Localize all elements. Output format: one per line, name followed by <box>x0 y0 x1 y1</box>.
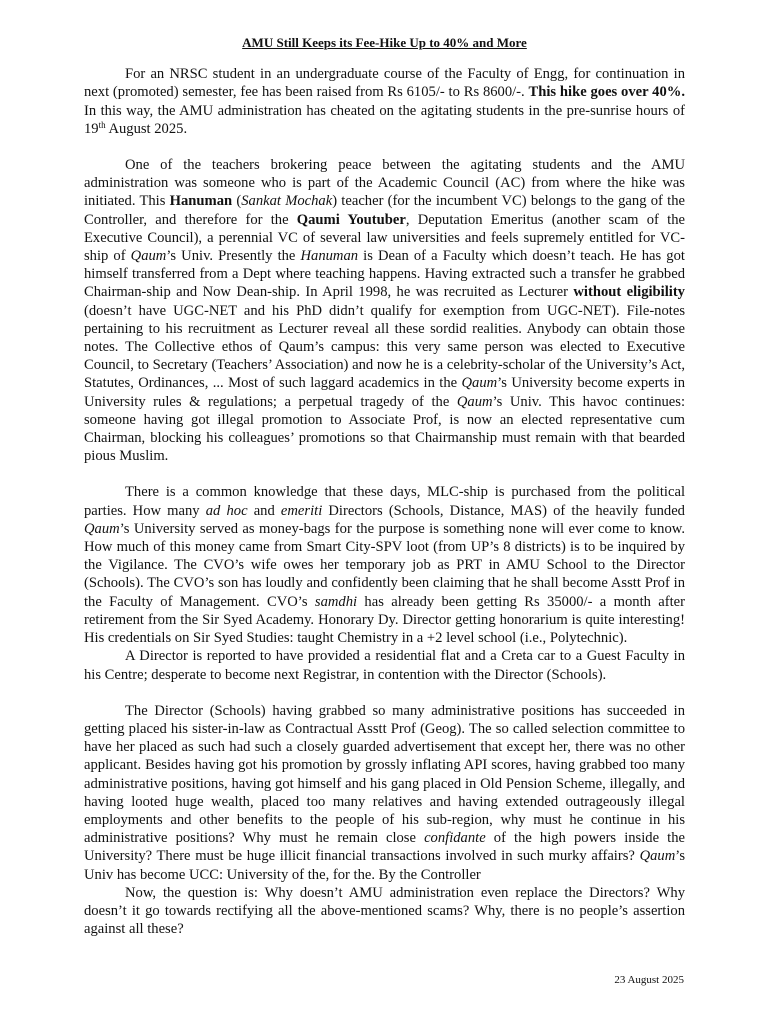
paragraph-5: The Director (Schools) having grabbed so many administrative positions has succeeded in getting placed his sister-in-law as Contractual Asstt Prof (Geog). The so called selection committee to have her placed as such had such a closely guarded advertisement that except her, there was no other applicant. Besides having got his promotion by grossly inflating API scores, having grabbed too many administrative positions, having got himself and his gang placed in Old Pension Scheme, illegally, and having looted huge wealth, placed too many relatives and having extended outrageously illegal employments and other benefits to the people of his sub-region, why must he continue in his administrative positions? Why must he remain close confidante of the high powers inside the University? There must be huge illicit financial transactions involved in such murky affairs? Qaum’s Univ has become UCC: University of the, for the. By the Controller <box>84 702 685 883</box>
document-date: 23 August 2025 <box>614 974 684 986</box>
paragraph-4: A Director is reported to have provided a residential flat and a Creta car to a Guest Faculty in his Centre; desperate to become next Registrar, in contention with the Director (Schools). <box>84 648 685 683</box>
document-title: AMU Still Keeps its Fee-Hike Up to 40% and More <box>242 35 527 50</box>
paragraph-2: One of the teachers brokering peace between the agitating students and the AMU administration was someone who is part of the Academic Council (AC) from where the hike was initiated. This Hanuman (Sankat Mochak) teacher (for the incumbent VC) belongs to the gang of the Controller, and therefore for the Qaumi Youtuber, Deputation Emeritus (another scam of the Executive Council), a perennial VC of several law universities and feels supremely entitled for VC-ship of Qaum’s Univ. Presently the Hanuman is Dean of a Faculty which doesn’t teach. He has got himself transferred from a Dept where teaching happens. Having extracted such a transfer he grabbed Chairman-ship and Now Dean-ship. In April 1998, he was recruited as Lecturer without eligibility (doesn’t have UGC-NET and his PhD didn’t qualify for exemption from UGC-NET). File-notes pertaining to his recruitment as Lecturer reveal all these sordid realities. Anybody can obtain those notes. The Collective ethos of Qaum’s campus: this very same person was elected to Executive Council, to Secretary (Teachers’ Association) and now he is a celebrity-scholar of the University’s Act, Statutes, Ordinances, ... Most of such laggard academics in the Qaum’s University become experts in University rules & regulations; a perpetual tragedy of the Qaum’s Univ. This havoc continues: someone having got illegal promotion to Associate Prof, is now an elected representative cum Chairman, blocking his colleagues’ promotions so that Chairmanship must remain with that bearded pious Muslim. <box>84 157 686 465</box>
paragraph-3: There is a common knowledge that these days, MLC-ship is purchased from the political parties. How many ad hoc and emeriti Directors (Schools, Distance, MAS) of the heavily funded Qaum’s University served as money-bags for the purpose is something none will ever come to know. How much of this money came from Smart City-SPV loot (from UP’s 8 districts) is to be inquired by the Vigilance. The CVO’s wife owes her temporary job as PRT in AMU School to the Director (Schools). The CVO’s son has loudly and confidently been claiming that he shall become Asstt Prof in the Faculty of Management. CVO’s samdhi has already been getting Rs 35000/- a month after retirement from the Sir Syed Academy. Honorary Dy. Director getting honorarium is quite interesting! His credentials on Sir Syed Studies: taught Chemistry in a +2 level school (i.e., Polytechnic). <box>84 484 685 647</box>
paragraph-6: Now, the question is: Why doesn’t AMU administration even replace the Directors? Why doesn’t it go towards rectifying all the above-mentioned scams? Why, there is no people’s assertion against all these? <box>84 884 685 938</box>
paragraph-1: For an NRSC student in an undergraduate course of the Faculty of Engg, for continuation in next (promoted) semester, fee has been raised from Rs 6105/- to Rs 8600/-. This hike goes over 40%. In this way, the AMU administration has cheated on the agitating students in the pre-sunrise hours of 19th August 2025. <box>84 66 685 137</box>
